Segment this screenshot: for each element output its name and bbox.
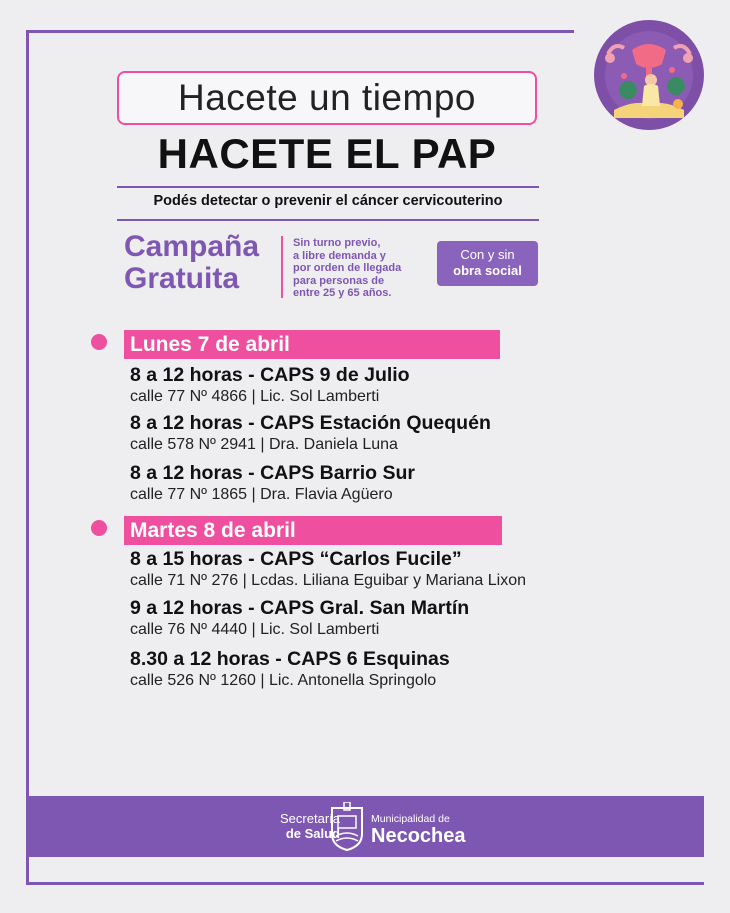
schedule-entry	[130, 364, 410, 408]
title-line: Hacete un tiempo	[177, 77, 476, 118]
campaign-detail-line: a libre demanda y	[293, 249, 386, 262]
campaign-label-line2: Gratuita	[124, 262, 240, 295]
frame-bottom-line	[26, 882, 704, 885]
schedule-entry	[130, 597, 469, 641]
schedule-entry	[130, 412, 491, 456]
bullet-dot-icon	[91, 520, 107, 536]
frame-top-line	[26, 30, 574, 33]
schedule-entry	[130, 648, 450, 692]
entry-address: calle 76 Nº 4440 | Lic. Sol Lamberti	[130, 621, 380, 638]
entry-address: calle 77 Nº 4866 | Lic. Sol Lamberti	[130, 388, 380, 405]
campaign-separator	[281, 236, 283, 298]
entry-title: 8 a 12 horas - CAPS Estación Quequén	[130, 412, 491, 434]
campaign-detail-line: Sin turno previo,	[293, 237, 381, 249]
entry-address: calle 71 Nº 276 | Lcdas. Liliana Eguibar y Mariana Lixon	[130, 572, 527, 589]
bullet-dot-icon	[91, 334, 107, 350]
secretaria-line2: de Salud	[285, 826, 340, 841]
divider-bottom	[117, 219, 539, 221]
divider-top	[117, 186, 539, 188]
entry-address: calle 578 Nº 2941 | Dra. Daniela Luna	[130, 436, 398, 453]
frame-left-line	[26, 30, 29, 885]
badge-line2: obra social	[453, 263, 522, 278]
secretaria-line1: Secretaría	[280, 811, 340, 826]
municipalidad-label: Municipalidad de	[371, 813, 450, 825]
badge-line1: Con y sin	[460, 247, 515, 262]
schedule-entry	[130, 548, 526, 592]
campaign-detail-line: para personas de	[293, 274, 385, 287]
municipal-crest-icon	[322, 802, 372, 852]
obra-social-badge	[437, 241, 538, 286]
campaign-details	[293, 237, 433, 300]
day-header-lunes: Lunes 7 de abril	[124, 330, 500, 359]
municipalidad	[371, 813, 466, 847]
campaign-detail-line: por orden de llegada	[293, 262, 402, 274]
subtitle: Podés detectar o prevenir el cáncer cervicouterino	[153, 193, 503, 209]
campaign-label-line1: Campaña	[124, 230, 260, 263]
entry-title: 8 a 12 horas - CAPS 9 de Julio	[130, 364, 410, 386]
entry-address: calle 77 Nº 1865 | Dra. Flavia Agüero	[130, 486, 393, 503]
entry-title: 8 a 12 horas - CAPS Barrio Sur	[130, 462, 416, 484]
entry-title: 8.30 a 12 horas - CAPS 6 Esquinas	[130, 648, 450, 670]
entry-title: 9 a 12 horas - CAPS Gral. San Martín	[130, 597, 470, 619]
day-header-martes: Martes 8 de abril	[124, 516, 502, 545]
schedule-entry	[130, 462, 415, 506]
campaign-label	[124, 231, 259, 295]
headline: HACETE EL PAP	[157, 130, 497, 177]
campaign-detail-line: entre 25 y 65 años.	[293, 287, 392, 299]
footer-bar	[26, 796, 704, 857]
title-box	[117, 71, 537, 125]
campaign-illustration-icon	[594, 20, 704, 130]
entry-title: 8 a 15 horas - CAPS “Carlos Fucile”	[130, 548, 462, 570]
entry-address: calle 526 Nº 1260 | Lic. Antonella Springolo	[130, 672, 437, 689]
city-name: Necochea	[371, 825, 466, 847]
